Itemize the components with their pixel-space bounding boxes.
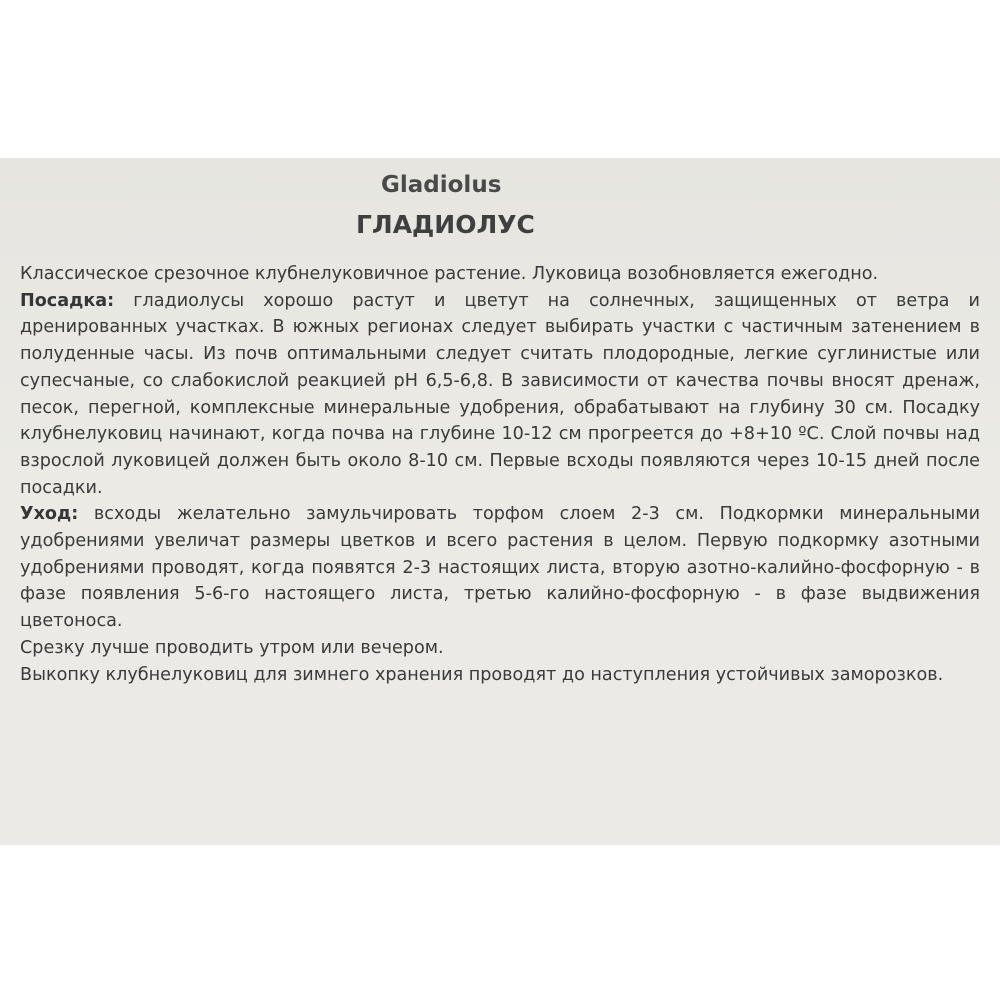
description-body — [20, 261, 980, 688]
intro-paragraph: Классическое срезочное клубнелуковичное растение. Луковица возобновляется ежегодно. — [20, 264, 879, 284]
care-paragraph — [20, 501, 980, 635]
planting-text: гладиолусы хорошо растут и цветут на солнечных, защищенных от ветра и дренированных участках. В южных регионах следует выбирать участки с частичным затенением в полуденные часы. Из почв оптимальными следует считать плодородные, легкие суглинистые или супесчаные, со слабокислой реакцией pH 6,5-6,8. В зависимости от качества почвы вносят дренаж, песок, перегной, комплексные минеральные удобрения, обрабатывают на глубину 30 см. Посадку клубнелуковиц начинают, когда почва на глубине 10-12 см прогреется до +8+10 ºС. Слой почвы над взрослой луковицей должен быть около 8-10 см. Первые всходы появляются через 10-15 дней после посадки. — [20, 290, 980, 498]
care-label: Уход: — [20, 504, 79, 525]
russian-title: ГЛАДИОЛУС — [356, 210, 535, 239]
care-text: всходы желательно замульчировать торфом слоем 2-3 см. Подкормки минеральными удобрениями увеличат размеры цветков и всего растения в целом. Первую подкормку азотными удобрениями проводят, когда появятся 2-3 настоящих листа, вторую азотно-калийно-фосфорную - в фазе появления 5-6-го настоящего листа, третью калийно-фосфорную - в фазе выдвижения цветоноса. — [20, 504, 981, 632]
label-card — [0, 158, 1000, 845]
digging-paragraph: Выкопку клубнелуковиц для зимнего хранения проводят до наступления устойчивых заморозков. — [20, 664, 944, 685]
latin-title: Gladiolus — [381, 172, 502, 198]
cutting-paragraph: Срезку лучше проводить утром или вечером. — [20, 637, 444, 658]
planting-paragraph — [20, 288, 980, 502]
planting-label: Посадка: — [20, 290, 115, 311]
